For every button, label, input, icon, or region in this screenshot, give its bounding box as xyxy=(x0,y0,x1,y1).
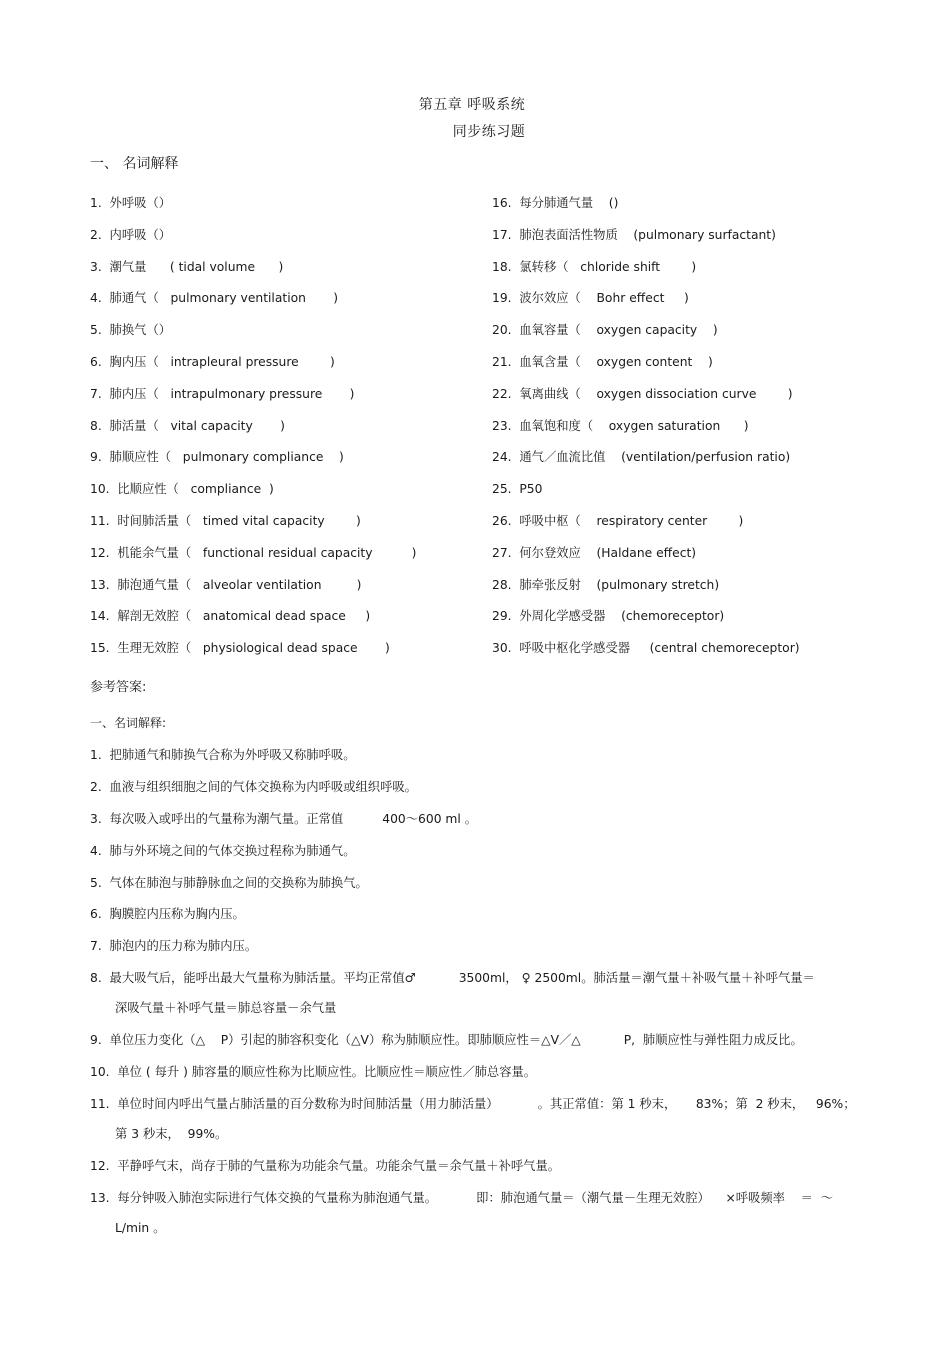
term-item: 18. 氯转移（ chloride shift ) xyxy=(492,259,697,274)
answer-item: 5. 气体在肺泡与肺静脉血之间的交换称为肺换气。 xyxy=(90,875,368,890)
answer-continuation: L/min 。 xyxy=(115,1220,166,1235)
term-item: 17. 肺泡表面活性物质 (pulmonary surfactant) xyxy=(492,227,776,242)
answer-item: 4. 肺与外环境之间的气体交换过程称为肺通气。 xyxy=(90,843,356,858)
term-item: 22. 氧离曲线（ oxygen dissociation curve ) xyxy=(492,386,793,401)
term-item: 8. 肺活量（ vital capacity ) xyxy=(90,418,285,433)
answer-continuation: 第 3 秒末， 99%。 xyxy=(115,1126,228,1141)
answer-continuation: 深吸气量＋补呼气量＝肺总容量－余气量 xyxy=(115,1001,337,1016)
terms-column-left xyxy=(90,194,490,671)
term-item: 24. 通气／血流比值 (ventilation/perfusion ratio) xyxy=(492,450,791,465)
term-item: 27. 何尔登效应 (Haldane effect) xyxy=(492,545,697,560)
term-item: 29. 外周化学感受器 (chemoreceptor) xyxy=(492,609,725,624)
answer-item: 12. 平静呼气末，尚存于肺的气量称为功能余气量。功能余气量＝余气量＋补呼气量。 xyxy=(90,1158,561,1173)
term-item: 28. 肺牵张反射 (pulmonary stretch) xyxy=(492,577,720,592)
term-item: 14. 解剖无效腔（ anatomical dead space ) xyxy=(90,609,371,624)
term-item: 3. 潮气量 ( tidal volume ) xyxy=(90,259,284,274)
term-item: 19. 波尔效应（ Bohr effect ) xyxy=(492,291,689,306)
term-item: 15. 生理无效腔（ physiological dead space ) xyxy=(90,641,390,656)
reference-answers-label: 参考答案: xyxy=(90,680,147,695)
term-item: 7. 肺内压（ intrapulmonary pressure ) xyxy=(90,386,355,401)
answer-item: 7. 肺泡内的压力称为肺内压。 xyxy=(90,939,258,954)
answer-item: 1. 把肺通气和肺换气合称为外呼吸又称肺呼吸。 xyxy=(90,748,356,762)
answer-item: 13. 每分钟吸入肺泡实际进行气体交换的气量称为肺泡通气量。 即：肺泡通气量＝（潮气量－生理无效腔） ×呼吸频率 ＝ ～ xyxy=(90,1190,833,1205)
term-item: 6. 胸内压（ intrapleural pressure ) xyxy=(90,354,335,369)
term-item: 25. P50 xyxy=(492,482,543,497)
answer-item: 9. 单位压力变化（△ P）引起的肺容积变化（△V）称为肺顺应性。即肺顺应性＝△V／△ P, 肺顺应性与弹性阻力成反比。 xyxy=(90,1033,803,1048)
answer-item: 3. 每次吸入或呼出的气量称为潮气量。正常值 400～600 ml 。 xyxy=(90,811,478,826)
term-item: 1. 外呼吸（） xyxy=(90,196,172,210)
answer-item: 2. 血液与组织细胞之间的气体交换称为内呼吸或组织呼吸。 xyxy=(90,779,417,794)
answer-item: 10. 单位 ( 每升 ) 肺容量的顺应性称为比顺应性。比顺应性＝顺应性／肺总容量。 xyxy=(90,1065,537,1080)
page-subtitle: 同步练习题 xyxy=(452,124,526,140)
answer-item: 6. 胸膜腔内压称为胸内压。 xyxy=(90,907,245,922)
term-item: 11. 时间肺活量（ timed vital capacity ) xyxy=(90,513,361,528)
term-item: 5. 肺换气（） xyxy=(90,323,172,338)
chapter-title: 第五章 呼吸系统 xyxy=(418,97,526,113)
term-item: 12. 机能余气量（ functional residual capacity ) xyxy=(90,545,417,560)
term-item: 16. 每分肺通气量 () xyxy=(492,196,619,210)
term-item: 10. 比顺应性（ compliance ) xyxy=(90,482,274,497)
term-item: 13. 肺泡通气量（ alveolar ventilation ) xyxy=(90,577,362,592)
term-item: 9. 肺顺应性（ pulmonary compliance ) xyxy=(90,450,344,465)
term-item: 23. 血氧饱和度（ oxygen saturation ) xyxy=(492,418,749,433)
terms-column-right xyxy=(492,194,892,671)
term-item: 2. 内呼吸（） xyxy=(90,227,172,242)
term-item: 21. 血氧含量（ oxygen content ) xyxy=(492,354,713,369)
section-heading-terms: 一、 名词解释 xyxy=(90,156,179,172)
answer-item: 8. 最大吸气后，能呼出最大气量称为肺活量。平均正常值♂ 3500ml， ♀ 2500ml。肺活量＝潮气量＋补吸气量＋补呼气量＝ xyxy=(90,971,815,986)
term-item: 30. 呼吸中枢化学感受器 (central chemoreceptor) xyxy=(492,641,800,656)
term-item: 20. 血氧容量（ oxygen capacity ) xyxy=(492,323,718,338)
answers-list xyxy=(90,746,870,1251)
answer-item: 11. 单位时间内呼出气量占肺活量的百分数称为时间肺活量（用力肺活量） 。其正常值：第 1 秒末， 83%；第 2 秒末， 96%； xyxy=(90,1096,856,1111)
term-item: 26. 呼吸中枢（ respiratory center ) xyxy=(492,513,744,528)
term-item: 4. 肺通气（ pulmonary ventilation ) xyxy=(90,291,339,306)
answers-heading: 一、名词解释: xyxy=(90,716,167,730)
